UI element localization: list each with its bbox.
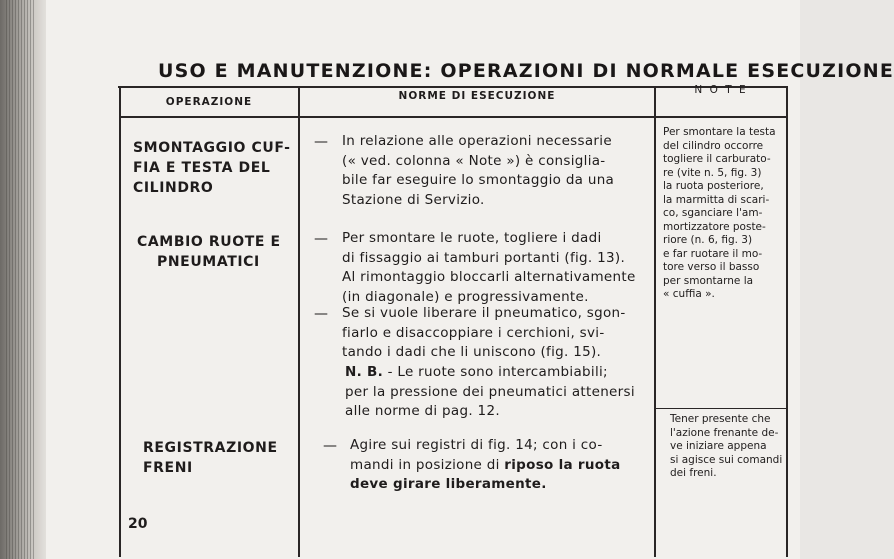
norm-line: Se si vuole liberare il pneumatico, sgon- xyxy=(342,305,626,321)
note-line: re (vite n. 5, fig. 3) xyxy=(663,166,762,179)
note-line: per smontarne la xyxy=(663,274,754,287)
note-line: co, sganciare l'am- xyxy=(663,207,763,219)
page-title: USO E MANUTENZIONE: OPERAZIONI DI NORMALE ESECUZIONE xyxy=(158,60,894,82)
operation-line: FIA E TESTA DEL xyxy=(133,160,271,176)
note-line: si agisce sui comandi xyxy=(670,453,783,466)
norm-text: mandi in posizione di xyxy=(350,456,505,473)
nb-line: per la pressione dei pneumatici attenersi xyxy=(345,383,635,400)
note-line: « cuffia ». xyxy=(663,288,715,300)
column-header-note: N O T E xyxy=(694,84,748,96)
dash-marker: — xyxy=(323,438,337,454)
note-line: dei freni. xyxy=(670,467,717,479)
header-rule xyxy=(119,116,787,118)
norm-line: (« ved. colonna « Note ») è consiglia- xyxy=(342,152,606,169)
note-line: togliere il carburato- xyxy=(663,153,771,165)
dash-marker: — xyxy=(314,306,328,322)
norm-paragraph xyxy=(342,304,626,363)
nb-label: N. B. xyxy=(345,364,384,380)
note-line: la ruota posteriore, xyxy=(663,180,764,192)
operation-cambio-ruote xyxy=(137,232,281,272)
norm-line: Al rimontaggio bloccarli alternativamente xyxy=(342,269,636,285)
note-block xyxy=(663,126,776,302)
norm-line: tando i dadi che li uniscono (fig. 15). xyxy=(342,344,602,360)
note-line: Tener presente che xyxy=(670,413,771,425)
nb-line: alle norme di pag. 12. xyxy=(345,403,500,419)
nb-line xyxy=(345,363,635,383)
operation-line: PNEUMATICI xyxy=(157,254,260,270)
note-line: del cilindro occorre xyxy=(663,139,764,152)
norm-paragraph xyxy=(342,132,614,210)
norm-line: Agire sui registri di fig. 14; con i co- xyxy=(350,437,603,453)
operation-registrazione-freni xyxy=(143,438,278,478)
nb-paragraph xyxy=(345,363,635,422)
operation-line: REGISTRAZIONE xyxy=(143,440,278,456)
note-line: Per smontare la testa xyxy=(663,126,776,138)
norm-emphasis: deve girare liberamente. xyxy=(350,476,547,492)
note-line: la marmitta di scari- xyxy=(663,193,770,206)
note-line: riore (n. 6, fig. 3) xyxy=(663,234,753,246)
norm-line: Stazione di Servizio. xyxy=(342,191,485,208)
norm-line: (in diagonale) e progressivamente. xyxy=(342,288,589,305)
norm-line: bile far eseguire lo smontaggio da una xyxy=(342,172,615,188)
dash-marker: — xyxy=(314,231,328,247)
operation-line: CAMBIO RUOTE E xyxy=(137,234,281,250)
book-spine xyxy=(0,0,46,559)
operation-line: CILINDRO xyxy=(133,180,214,196)
norm-line: In relazione alle operazioni necessarie xyxy=(342,133,612,149)
note-block xyxy=(670,413,782,481)
note-line: e far ruotare il mo- xyxy=(663,247,763,260)
norm-line: Per smontare le ruote, togliere i dadi xyxy=(342,230,602,246)
operation-line: SMONTAGGIO CUF- xyxy=(133,140,291,156)
note-line: mortizzatore poste- xyxy=(663,220,766,233)
operation-smontaggio xyxy=(133,138,290,198)
note-line: l'azione frenante de- xyxy=(670,426,779,439)
norm-paragraph xyxy=(350,436,621,495)
dash-marker: — xyxy=(314,134,328,150)
norm-line xyxy=(350,456,621,476)
page-number: 20 xyxy=(128,516,148,532)
column-divider-2 xyxy=(654,87,656,557)
column-divider-1 xyxy=(298,87,300,557)
operation-line: FRENI xyxy=(143,460,193,476)
note-separator xyxy=(655,408,786,409)
page-edges xyxy=(6,0,36,559)
norm-line: di fissaggio ai tamburi portanti (fig. 13). xyxy=(342,249,626,266)
norm-emphasis: riposo la ruota xyxy=(504,456,621,473)
column-header-norme: NORME DI ESECUZIONE xyxy=(398,90,556,102)
table-right-border xyxy=(786,87,788,557)
table-left-border xyxy=(119,87,121,557)
nb-text: - Le ruote sono intercambiabili; xyxy=(387,364,608,380)
norm-line: fiarlo e disaccoppiare i cerchioni, svi- xyxy=(342,324,605,341)
note-line: tore verso il basso xyxy=(663,261,760,273)
note-line: ve iniziare appena xyxy=(670,440,767,452)
norm-paragraph xyxy=(342,229,636,307)
column-header-operazione: OPERAZIONE xyxy=(165,96,253,108)
norm-line xyxy=(350,475,621,495)
